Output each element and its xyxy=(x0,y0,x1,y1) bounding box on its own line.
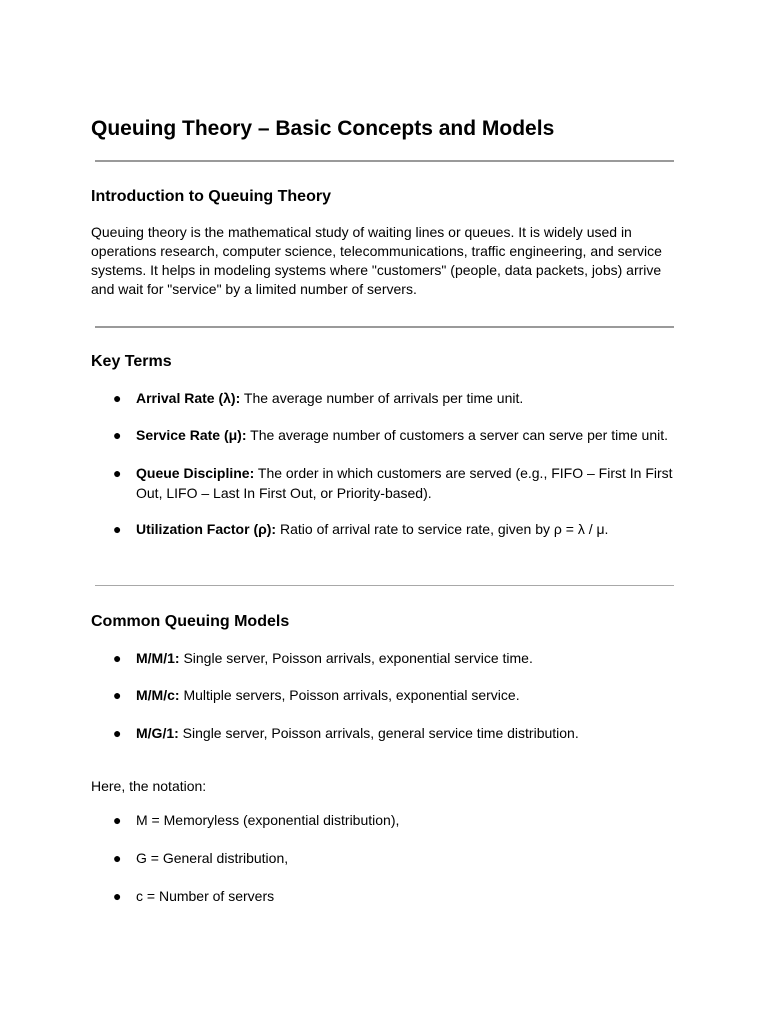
bullet-icon: ● xyxy=(113,427,122,443)
bullet-icon: ● xyxy=(113,465,122,481)
bullet-icon: ● xyxy=(113,521,122,537)
term-label: Queue Discipline: xyxy=(136,465,255,481)
term-description: The order in which customers are served (e.g., FIFO – First In First Out, LIFO – Last In First Out, or Priority-based). xyxy=(136,465,673,501)
introduction-heading: Introduction to Queuing Theory xyxy=(91,188,331,205)
page-title: Queuing Theory – Basic Concepts and Models xyxy=(91,117,555,140)
notation-item: G = General distribution, xyxy=(136,850,289,866)
model-description: Single server, Poisson arrivals, general service time distribution. xyxy=(178,725,579,741)
notation-intro: Here, the notation: xyxy=(91,778,207,794)
model-description: Multiple servers, Poisson arrivals, exponential service. xyxy=(179,687,520,703)
bullet-icon: ● xyxy=(113,725,122,741)
term-label: Service Rate (μ): xyxy=(136,427,247,443)
term-description: The average number of customers a server can serve per time unit. xyxy=(246,427,668,443)
bullet-icon: ● xyxy=(113,650,122,666)
divider xyxy=(95,585,674,586)
model-label: M/G/1: xyxy=(136,725,179,741)
models-heading: Common Queuing Models xyxy=(91,613,290,630)
term-label: Utilization Factor (ρ): xyxy=(136,521,277,537)
bullet-icon: ● xyxy=(113,390,122,406)
bullet-icon: ● xyxy=(113,850,122,866)
bullet-icon: ● xyxy=(113,812,122,828)
divider xyxy=(95,326,674,328)
model-description: Single server, Poisson arrivals, exponential service time. xyxy=(179,650,533,666)
notation-item: M = Memoryless (exponential distribution), xyxy=(136,812,400,828)
notation-item: c = Number of servers xyxy=(136,888,275,904)
bullet-icon: ● xyxy=(113,687,122,703)
key-terms-heading: Key Terms xyxy=(91,353,172,370)
model-label: M/M/1: xyxy=(136,650,180,666)
term-description: The average number of arrivals per time unit. xyxy=(240,390,524,406)
introduction-paragraph: Queuing theory is the mathematical study of waiting lines or queues. It is widely used in operations research, computer science, telecommunications, traffic engineering, and service systems. It helps in modeling systems where "customers" (people, data packets, jobs) arrive and wait for "service" by a limited number of servers. xyxy=(91,224,662,297)
term-description: Ratio of arrival rate to service rate, given by ρ = λ / μ. xyxy=(276,521,609,537)
bullet-icon: ● xyxy=(113,888,122,904)
model-label: M/M/c: xyxy=(136,687,180,703)
divider xyxy=(95,160,674,162)
term-label: Arrival Rate (λ): xyxy=(136,390,241,406)
